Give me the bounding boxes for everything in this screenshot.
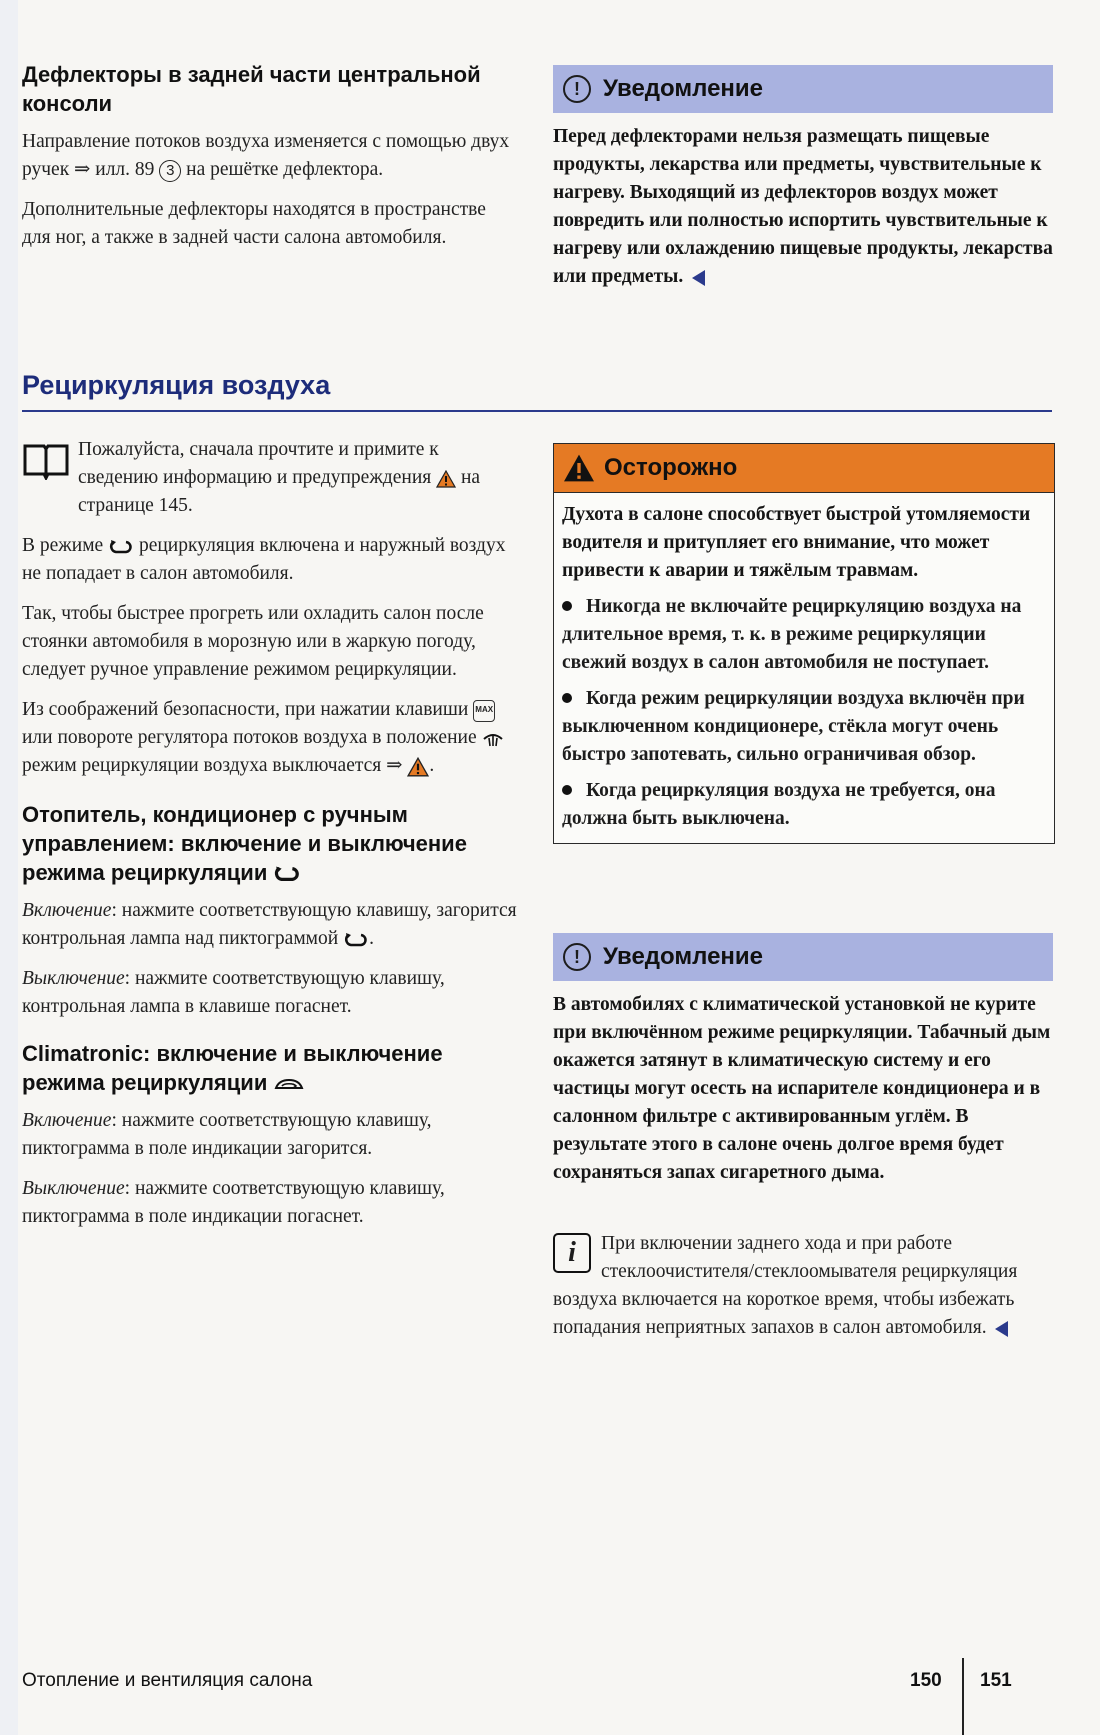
warning-intro: Духота в салоне способствует быстрой утомляемости водителя и притупляет его внимание, что может привести к аварии и тяжёлым травмам. [562, 504, 1031, 581]
climatronic-on-label: Включение [22, 1110, 112, 1131]
car-recirculation-icon [273, 1075, 305, 1093]
book-icon [22, 440, 70, 480]
warning-triangle-icon [436, 470, 456, 488]
warning-body [554, 493, 1054, 843]
notice-box-2 [553, 933, 1053, 1187]
page-number-right: 151 [980, 1670, 1012, 1691]
deflectors-p1-after: на решётке дефлектора. [186, 159, 384, 180]
warning-bullet-text: Когда режим рециркуляции воздуха включён при выключенном кондиционере, стёкла могут очень быстро запотевать, сильно ограничивая обзор. [562, 688, 1025, 765]
recirc-p3-end: . [429, 755, 435, 776]
manual-on-text: : нажмите соответствующую клавишу, загорится контрольная лампа над пиктограммой [22, 900, 517, 949]
warning-box [553, 443, 1055, 844]
max-defrost-key-icon: MAX [473, 700, 495, 722]
manual-on-label: Включение [22, 900, 112, 921]
recirc-paragraph-1 [22, 532, 517, 588]
deflectors-p1-text: Направление потоков воздуха изменяется с помощью двух ручек ⇒ илл. 89 [22, 131, 510, 180]
warning-title: Осторожно [604, 454, 738, 481]
climatronic-off-text: : нажмите соответствующую клавишу, пиктограмма в поле индикации погаснет. [22, 1178, 445, 1227]
exclamation-circle-icon: ! [563, 943, 591, 971]
recirc-p3-c: режим рециркуляции воздуха выключается ⇒ [22, 755, 403, 776]
callout-number: 3 [159, 160, 181, 182]
recirc-p1-after: рециркуляция включена и наружный воздух не попадает в салон автомобиля. [22, 535, 506, 584]
book-note-page: на странице 145. [78, 467, 481, 516]
page-number-left: 150 [910, 1670, 942, 1691]
page-separator [962, 1658, 964, 1735]
end-of-section-icon [692, 270, 705, 286]
section-title: Рециркуляция воздуха [22, 370, 331, 400]
info-body: При включении заднего хода и при работе стеклоочистителя/стеклоомывателя рециркуляция воздуха включается на короткое время, чтобы избежать попадания неприятных запахов в салон автомобиля. [553, 1233, 1018, 1338]
notice-title: Уведомление [603, 75, 764, 102]
manual-on: Включение: нажмите соответствующую клавишу, загорится контрольная лампа над пиктограммой . [22, 900, 517, 949]
deflectors-section [22, 60, 517, 264]
recirc-paragraph-3 [22, 696, 517, 780]
recirc-paragraph-2: Так, чтобы быстрее прогреть или охладить салон после стоянки автомобиля в морозную или в жаркую погоду, следует ручное управление режимом рециркуляции. [22, 603, 484, 680]
book-note-text [78, 436, 517, 520]
recirculation-arrow-icon [108, 539, 134, 555]
warning-header [554, 444, 1054, 493]
footer-section-title: Отопление и вентиляция салона [22, 1670, 313, 1691]
notice-body-text: Перед дефлекторами нельзя размещать пищевые продукты, лекарства или предметы, чувствительные к нагреву. Выходящий из дефлекторов воздух может повредить или полностью испортить чувствительные к нагреву или охлаждению пищевые продукты, лекарства или предметы. [553, 126, 1053, 287]
book-note [22, 436, 517, 520]
deflectors-paragraph-1 [22, 128, 517, 184]
warning-bullet [562, 593, 1046, 677]
section-rule [22, 410, 1052, 412]
notice-body: В автомобилях с климатической установкой не курите при включённом режиме рециркуляции. Табачный дым окажется затянут в климатическую систему и его частицы могут осесть на испарителе кондиционера и в салонном фильтре с активированным углём. В результате этого в салоне очень долгое время будет сохраняться запах сигаретного дыма. [553, 994, 1051, 1183]
notice-box-1 [553, 65, 1053, 291]
climatronic-title-text: Climatronic: включение и выключение режима рециркуляции [22, 1041, 443, 1095]
info-icon: i [553, 1233, 591, 1273]
end-of-section-icon [995, 1321, 1008, 1337]
manual-off [22, 965, 517, 1021]
climatronic-on [22, 1107, 517, 1163]
bullet-dot [562, 693, 572, 703]
notice-body [553, 123, 1053, 291]
manual-title-text: Отопитель, кондиционер с ручным управлением: включение и выключение режима рециркуляции [22, 802, 467, 885]
climatronic-on-text: : нажмите соответствующую клавишу, пиктограмма в поле индикации загорится. [22, 1110, 432, 1159]
book-note-main: Пожалуйста, сначала прочтите и примите к сведению информацию и предупреждения [78, 439, 439, 488]
warning-bullet [562, 685, 1046, 769]
notice-header [553, 933, 1053, 981]
recirc-p1-before: В режиме [22, 535, 104, 556]
climatronic-title [22, 1039, 517, 1097]
recirculation-arrow-icon [343, 932, 369, 948]
recirc-intro [22, 436, 517, 1243]
manual-off-label: Выключение [22, 968, 125, 989]
notice-title: Уведомление [603, 943, 764, 970]
defrost-icon [481, 730, 505, 748]
climatronic-off [22, 1175, 517, 1231]
page-edge [0, 0, 18, 1735]
warning-triangle-icon [562, 453, 596, 483]
manual-title [22, 800, 517, 887]
recirc-p3-b: или повороте регулятора потоков воздуха в положение [22, 727, 477, 748]
info-note [553, 1230, 1053, 1342]
warning-triangle-icon [407, 757, 429, 777]
deflectors-title: Дефлекторы в задней части центральной консоли [22, 62, 481, 116]
deflectors-paragraph-2: Дополнительные дефлекторы находятся в пространстве для ног, а также в задней части салона автомобиля. [22, 199, 486, 248]
recirculation-arrow-icon [273, 865, 301, 883]
notice-header [553, 65, 1053, 113]
warning-bullet-text: Когда рециркуляция воздуха не требуется, она должна быть выключена. [562, 780, 996, 829]
climatronic-off-label: Выключение [22, 1178, 125, 1199]
recirc-p3-a: Из соображений безопасности, при нажатии клавиши [22, 699, 469, 720]
warning-bullet [562, 777, 1046, 833]
manual-off-text: : нажмите соответствующую клавишу, контрольная лампа в клавише погаснет. [22, 968, 445, 1017]
bullet-dot [562, 601, 572, 611]
bullet-dot [562, 785, 572, 795]
warning-bullet-text: Никогда не включайте рециркуляцию воздуха на длительное время, т. к. в режиме рециркуляции свежий воздух в салон автомобиля не поступает. [562, 596, 1022, 673]
exclamation-circle-icon: ! [563, 75, 591, 103]
info-text [553, 1230, 1053, 1342]
